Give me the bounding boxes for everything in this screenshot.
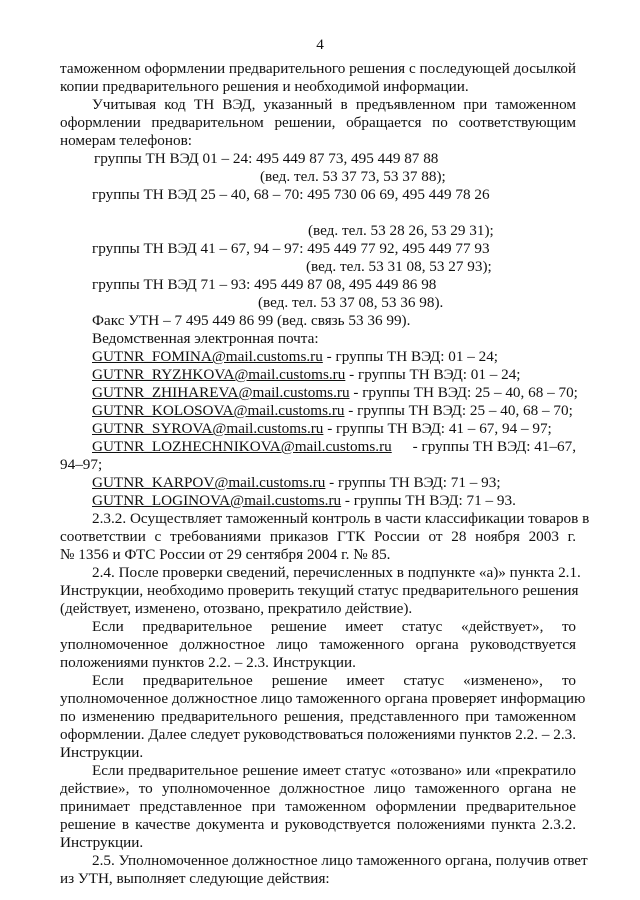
email-link[interactable]: GUTNR_ZHIHAREVA@mail.customs.ru xyxy=(92,384,350,401)
email-link[interactable]: GUTNR_KARPOV@mail.customs.ru xyxy=(92,474,326,491)
p232-line-2: соответствии с требованиями приказов ГТК России от 28 ноября 2003 г. xyxy=(60,528,576,545)
fax-line: Факс УТН – 7 495 449 86 99 (вед. связь 53 36 99). xyxy=(92,312,411,329)
email-groups: - группы ТН ВЭД: 25 – 40, 68 – 70; xyxy=(349,384,578,401)
p-changed-line-4: оформлении. Далее следует руководствоваться положениями пунктов 2.2. – 2.3. xyxy=(60,726,577,743)
email-groups: - группы ТН ВЭД: 41 – 67, 94 – 97; xyxy=(323,420,552,437)
email-groups: - группы ТН ВЭД: 01 – 24; xyxy=(322,348,499,365)
email-link[interactable]: GUTNR_LOZHECHNIKOVA@mail.customs.ru xyxy=(92,438,392,455)
email-groups: - группы ТН ВЭД: 01 – 24; xyxy=(345,366,521,383)
email-item xyxy=(92,384,608,402)
p-revoked-line-5: Инструкции. xyxy=(60,834,144,851)
email-item xyxy=(92,348,608,366)
p-active-line-2: уполномоченное должностное лицо таможенного органа руководствуется xyxy=(60,636,576,653)
email-link[interactable]: GUTNR_RYZHKOVA@mail.customs.ru xyxy=(92,366,346,383)
p232-line-3: № 1356 и ФТС России от 29 сентября 2004 г. № 85. xyxy=(60,546,391,563)
email-groups: - группы ТН ВЭД: 71 – 93; xyxy=(325,474,501,491)
phone-group-3-ext: (вед. тел. 53 31 08, 53 27 93); xyxy=(306,258,492,275)
para1-line-3: номерам телефонов: xyxy=(60,132,192,149)
page-number: 4 xyxy=(316,36,324,53)
p-changed-line-3: по изменению предварительного решения, представленного при таможенном xyxy=(60,708,576,725)
email-groups: - группы ТН ВЭД: 71 – 93. xyxy=(341,492,516,509)
p24-line-3: (действует, изменено, отозвано, прекратило действие). xyxy=(60,600,413,617)
phone-group-3: группы ТН ВЭД 41 – 67, 94 – 97: 495 449 77 92, 495 449 77 93 xyxy=(92,240,490,257)
intro-line-2: копии предварительного решения и необходимой информации. xyxy=(60,78,469,95)
email-groups-continued: 94–97; xyxy=(60,456,103,473)
phone-group-2: группы ТН ВЭД 25 – 40, 68 – 70: 495 730 06 69, 495 449 78 26 xyxy=(92,186,490,203)
email-item xyxy=(92,474,608,492)
email-link[interactable]: GUTNR_LOGINOVA@mail.customs.ru xyxy=(92,492,342,509)
email-heading: Ведомственная электронная почта: xyxy=(92,330,319,347)
p-revoked-line-4: решение в качестве документа и руководствуется положениями пункта 2.3.2. xyxy=(60,816,576,833)
email-item xyxy=(92,366,608,384)
email-link[interactable]: GUTNR_SYROVA@mail.customs.ru xyxy=(92,420,324,437)
p-changed-line-1: Если предварительное решение имеет статус «изменено», то xyxy=(92,672,576,689)
email-item xyxy=(92,438,576,456)
email-item xyxy=(92,492,608,510)
p25-line-2: из УТН, выполняет следующие действия: xyxy=(60,870,330,887)
p-active-line-3: положениями пунктов 2.2. – 2.3. Инструкции. xyxy=(60,654,356,671)
email-item xyxy=(92,420,608,438)
phone-group-2-ext: (вед. тел. 53 28 26, 53 29 31); xyxy=(308,222,494,239)
p-revoked-line-1: Если предварительное решение имеет статус «отозвано» или «прекратило xyxy=(92,762,576,779)
p24-line-2: Инструкции, необходимо проверить текущий статус предварительного решения xyxy=(60,582,579,599)
email-groups: - группы ТН ВЭД: 41–67, xyxy=(412,438,576,455)
p232-line-1: 2.3.2. Осуществляет таможенный контроль в части классификации товаров в xyxy=(92,510,590,527)
p-revoked-line-2: действие», то уполномоченное должностное лицо таможенного органа не xyxy=(60,780,576,797)
p24-line-1: 2.4. После проверки сведений, перечисленных в подпункте «а)» пункта 2.1. xyxy=(92,564,581,581)
intro-line-1: таможенном оформлении предварительного решения с последующей досылкой xyxy=(60,60,577,77)
email-link[interactable]: GUTNR_FOMINA@mail.customs.ru xyxy=(92,348,323,365)
phone-group-1: группы ТН ВЭД 01 – 24: 495 449 87 73, 495 449 87 88 xyxy=(94,150,439,167)
p-active-line-1: Если предварительное решение имеет статус «действует», то xyxy=(92,618,576,635)
email-link[interactable]: GUTNR_KOLOSOVA@mail.customs.ru xyxy=(92,402,345,419)
phone-group-4-ext: (вед. тел. 53 37 08, 53 36 98). xyxy=(258,294,444,311)
phone-group-1-ext: (вед. тел. 53 37 73, 53 37 88); xyxy=(260,168,446,185)
p25-line-1: 2.5. Уполномоченное должностное лицо таможенного органа, получив ответ xyxy=(92,852,588,869)
para1-line-1: Учитывая код ТН ВЭД, указанный в предъявленном при таможенном xyxy=(92,96,576,113)
para1-line-2: оформлении предварительном решении, обращается по соответствующим xyxy=(60,114,576,131)
p-changed-line-5: Инструкции. xyxy=(60,744,144,761)
phone-group-4: группы ТН ВЭД 71 – 93: 495 449 87 08, 495 449 86 98 xyxy=(92,276,437,293)
email-groups: - группы ТН ВЭД: 25 – 40, 68 – 70; xyxy=(344,402,573,419)
email-item xyxy=(92,402,608,420)
p-revoked-line-3: принимает представленное при таможенном оформлении предварительное xyxy=(60,798,576,815)
p-changed-line-2: уполномоченное должностное лицо таможенного органа проверяет информацию xyxy=(60,690,586,707)
